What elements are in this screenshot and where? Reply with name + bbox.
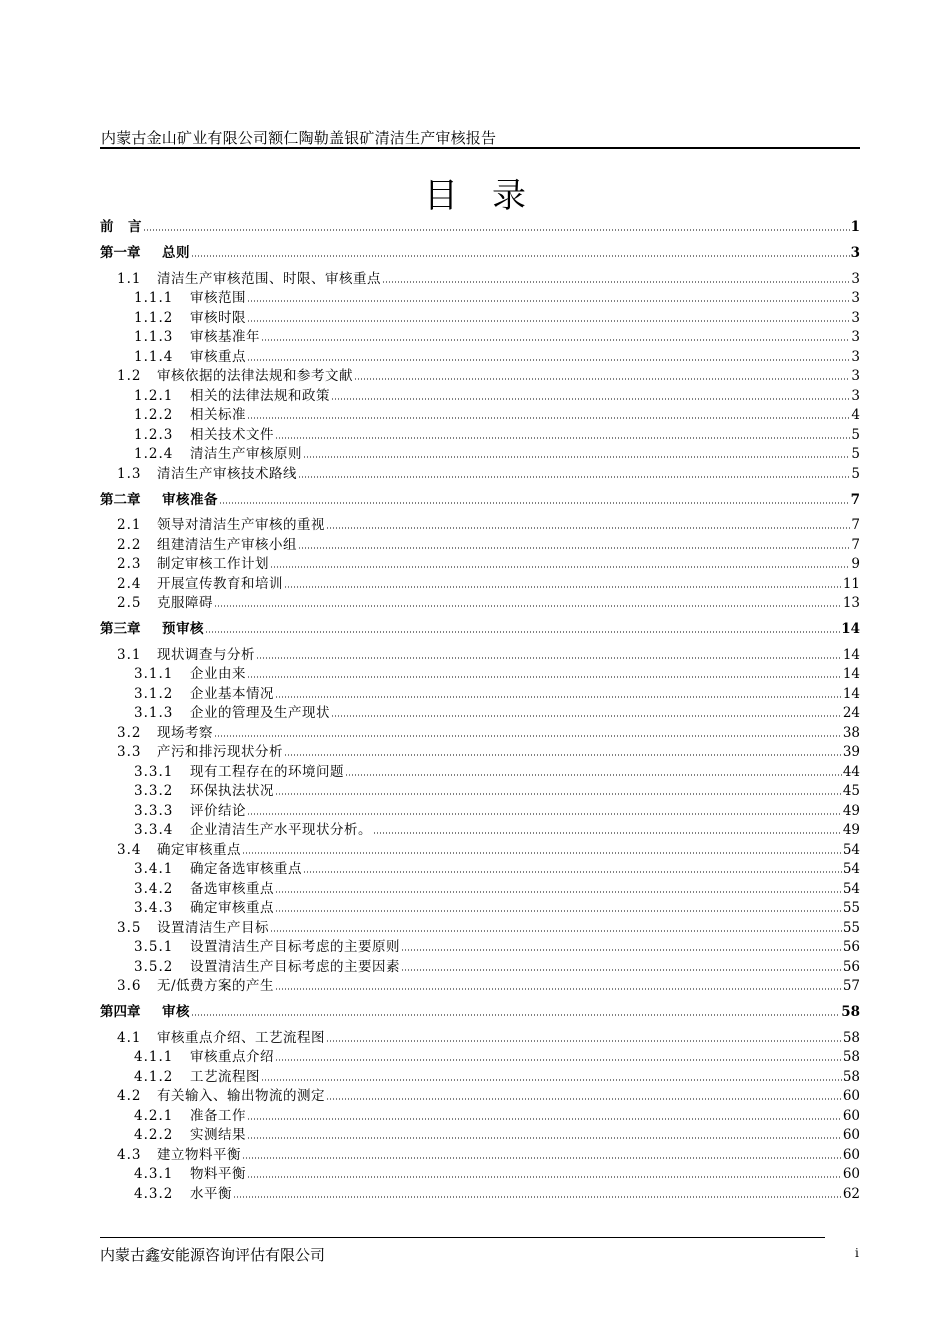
- toc-entry-number: 2.1: [117, 517, 142, 533]
- toc-entry-label: 相关技术文件: [190, 426, 274, 443]
- toc-entry-page-number: 14: [842, 685, 860, 702]
- toc-entry-page-number: 60: [842, 1127, 860, 1143]
- toc-entry-label: 审核基准年: [190, 329, 260, 345]
- table-of-contents: [100, 215, 860, 1202]
- toc-entry-number: 3.4.3: [134, 900, 174, 916]
- toc-entry-label: 确定审核重点: [190, 900, 274, 916]
- dot-leader: [205, 630, 840, 634]
- toc-entry[interactable]: [100, 663, 860, 683]
- dot-leader: [242, 1156, 842, 1160]
- toc-entry[interactable]: [100, 916, 860, 936]
- toc-entry-page-number: 49: [842, 822, 860, 838]
- toc-entry-page-number: 58: [842, 1068, 860, 1085]
- toc-entry-number: 4.1: [117, 1029, 142, 1046]
- toc-entry-label: 预审核: [162, 621, 204, 637]
- header-divider: [100, 147, 860, 149]
- toc-entry-number: 3.5.1: [134, 939, 174, 955]
- dot-leader: [247, 416, 850, 420]
- toc-entry-number: 1.3: [117, 465, 142, 482]
- toc-entry-page-number: 45: [842, 783, 860, 799]
- toc-entry-label: 审核准备: [162, 491, 218, 508]
- toc-entry-page-number: 5: [851, 446, 860, 462]
- toc-entry-page-number: 57: [842, 978, 860, 994]
- toc-entry-label: 工艺流程图: [190, 1068, 260, 1085]
- toc-entry-label: 企业清洁生产水平现状分析。: [190, 822, 372, 838]
- toc-entry-page-number: 3: [851, 329, 860, 345]
- toc-chapter-entry[interactable]: [100, 488, 860, 508]
- toc-entry-page-number: 1: [850, 219, 860, 235]
- dot-leader: [214, 734, 842, 738]
- dot-leader: [275, 436, 850, 440]
- toc-chapter-entry[interactable]: [100, 617, 860, 637]
- toc-entry-number: 3.1.1: [134, 666, 174, 682]
- toc-entry[interactable]: [100, 858, 860, 878]
- toc-entry-label: 现有工程存在的环境问题: [190, 763, 344, 780]
- toc-entry[interactable]: [100, 877, 860, 897]
- running-header: 内蒙古金山矿业有限公司额仁陶勒盖银矿清洁生产审核报告: [101, 129, 497, 147]
- toc-entry[interactable]: [100, 592, 860, 612]
- dot-leader: [219, 501, 850, 505]
- toc-entry-label: 有关输入、输出物流的测定: [157, 1088, 325, 1104]
- footer-company: 内蒙古鑫安能源咨询评估有限公司: [100, 1246, 326, 1264]
- toc-entry[interactable]: [100, 955, 860, 975]
- toc-entry-label: 设置清洁生产目标考虑的主要因素: [190, 958, 400, 975]
- toc-entry-number: 3.1.2: [134, 685, 174, 702]
- dot-leader: [275, 1058, 842, 1062]
- toc-entry[interactable]: [100, 760, 860, 780]
- dot-leader: [373, 831, 842, 835]
- toc-entry[interactable]: [100, 533, 860, 553]
- toc-entry-number: 3.1: [117, 646, 142, 663]
- toc-entry-label: 清洁生产审核范围、时限、审核重点: [157, 270, 381, 287]
- toc-entry-number: 2.3: [117, 556, 142, 572]
- dot-leader: [326, 1039, 842, 1043]
- dot-leader: [261, 338, 850, 342]
- dot-leader: [256, 656, 842, 660]
- toc-entry-number: 2.5: [117, 595, 142, 611]
- toc-entry[interactable]: [100, 462, 860, 482]
- toc-entry-page-number: 5: [851, 426, 860, 443]
- toc-entry-label: 克服障碍: [157, 595, 213, 611]
- dot-leader: [214, 604, 842, 608]
- toc-entry-label: 组建清洁生产审核小组: [157, 536, 297, 553]
- toc-entry-page-number: 58: [841, 1004, 860, 1020]
- toc-entry-number: 3.3.4: [134, 822, 174, 838]
- toc-entry[interactable]: [100, 1182, 860, 1202]
- toc-entry[interactable]: [100, 721, 860, 741]
- toc-entry-number: 3.1.3: [134, 705, 174, 721]
- toc-entry[interactable]: [100, 345, 860, 365]
- toc-entry-label: 清洁生产审核技术路线: [157, 465, 297, 482]
- dot-leader: [233, 1195, 842, 1199]
- toc-entry[interactable]: [100, 306, 860, 326]
- toc-entry-number: 3.6: [117, 978, 142, 994]
- toc-entry[interactable]: [100, 553, 860, 573]
- toc-entry-page-number: 38: [842, 724, 860, 741]
- toc-entry-label: 设置清洁生产目标考虑的主要原则: [190, 939, 400, 955]
- toc-entry-page-number: 56: [842, 939, 860, 955]
- toc-entry[interactable]: [100, 1104, 860, 1124]
- toc-entry-page-number: 55: [842, 919, 860, 936]
- toc-entry[interactable]: [100, 838, 860, 858]
- toc-entry[interactable]: [100, 897, 860, 917]
- dot-leader: [261, 1078, 842, 1082]
- toc-entry-label: 无/低费方案的产生: [157, 978, 275, 994]
- toc-entry[interactable]: [100, 443, 860, 463]
- toc-entry-page-number: 54: [842, 841, 860, 858]
- toc-entry-label: 确定备选审核重点: [190, 861, 302, 877]
- toc-entry-label: 制定审核工作计划: [157, 556, 269, 572]
- toc-chapter-entry[interactable]: [100, 215, 860, 235]
- toc-entry-page-number: 11: [842, 575, 860, 592]
- dot-leader: [247, 319, 850, 323]
- toc-entry-label: 清洁生产审核原则: [190, 446, 302, 462]
- dot-leader: [275, 909, 842, 913]
- dot-leader: [345, 773, 842, 777]
- page-title: 目录: [424, 176, 560, 216]
- toc-entry-label: 审核范围: [190, 290, 246, 306]
- toc-entry-label: 审核时限: [190, 309, 246, 326]
- dot-leader: [326, 526, 850, 530]
- toc-entry-number: 1.2.1: [134, 387, 174, 404]
- dot-leader: [247, 675, 842, 679]
- toc-entry-page-number: 14: [842, 666, 860, 682]
- toc-entry-label: 前 言: [100, 219, 142, 235]
- toc-entry[interactable]: [100, 702, 860, 722]
- toc-entry[interactable]: [100, 799, 860, 819]
- toc-entry-page-number: 3: [851, 387, 860, 404]
- toc-entry-number: 3.3.1: [134, 763, 174, 780]
- toc-entry[interactable]: [100, 741, 860, 761]
- toc-entry-number: 4.3.2: [134, 1185, 174, 1202]
- toc-entry-number: 4.3.1: [134, 1166, 174, 1182]
- toc-entry-number: 第三章: [100, 621, 141, 637]
- toc-entry[interactable]: [100, 404, 860, 424]
- toc-entry-label: 建立物料平衡: [157, 1146, 241, 1163]
- toc-entry[interactable]: [100, 936, 860, 956]
- toc-entry-page-number: 49: [842, 802, 860, 819]
- toc-entry[interactable]: [100, 326, 860, 346]
- toc-entry-page-number: 4: [851, 407, 860, 423]
- toc-entry-label: 企业的管理及生产现状: [190, 705, 330, 721]
- toc-entry[interactable]: [100, 1065, 860, 1085]
- toc-entry-number: 4.3: [117, 1146, 142, 1163]
- toc-entry[interactable]: [100, 384, 860, 404]
- toc-entry-number: 1.1.1: [134, 290, 174, 306]
- dot-leader: [331, 714, 842, 718]
- dot-leader: [354, 377, 850, 381]
- dot-leader: [331, 397, 850, 401]
- toc-entry-number: 3.3: [117, 744, 142, 760]
- toc-entry-number: 2.2: [117, 536, 142, 553]
- toc-entry-label: 备选审核重点: [190, 880, 274, 897]
- dot-leader: [298, 546, 850, 550]
- toc-entry[interactable]: [100, 423, 860, 443]
- toc-entry-number: 第二章: [100, 491, 141, 508]
- toc-entry[interactable]: [100, 819, 860, 839]
- dot-leader: [270, 565, 850, 569]
- dot-leader: [275, 987, 842, 991]
- toc-entry-number: 3.4.1: [134, 861, 174, 877]
- toc-entry-number: 1.1.3: [134, 329, 174, 345]
- toc-entry-label: 开展宣传教育和培训: [157, 575, 283, 592]
- dot-leader: [242, 851, 842, 855]
- toc-entry-number: 4.2: [117, 1088, 142, 1104]
- toc-entry-page-number: 58: [842, 1029, 860, 1046]
- toc-entry-page-number: 39: [842, 744, 860, 760]
- toc-entry-number: 1.1.2: [134, 309, 174, 326]
- toc-entry-number: 4.2.2: [134, 1127, 174, 1143]
- toc-entry[interactable]: [100, 1046, 860, 1066]
- toc-entry-page-number: 14: [842, 646, 860, 663]
- toc-entry-number: 第一章: [100, 245, 141, 261]
- toc-entry-page-number: 3: [851, 368, 860, 384]
- toc-entry-page-number: 14: [841, 621, 860, 637]
- dot-leader: [303, 455, 850, 459]
- toc-entry-label: 现场考察: [157, 724, 213, 741]
- toc-entry[interactable]: [100, 1124, 860, 1144]
- toc-entry-number: 4.2.1: [134, 1107, 174, 1124]
- toc-chapter-entry[interactable]: [100, 241, 860, 261]
- toc-entry-number: 1.2.4: [134, 446, 174, 462]
- dot-leader: [298, 475, 850, 479]
- dot-leader: [247, 1136, 842, 1140]
- toc-entry-number: 3.5: [117, 919, 142, 936]
- toc-entry-label: 领导对清洁生产审核的重视: [157, 517, 325, 533]
- toc-entry-label: 产污和排污现状分析: [157, 744, 283, 760]
- toc-entry-label: 实测结果: [190, 1127, 246, 1143]
- dot-leader: [303, 870, 842, 874]
- toc-entry-label: 总则: [162, 245, 190, 261]
- toc-entry-number: 3.2: [117, 724, 142, 741]
- toc-entry-label: 企业基本情况: [190, 685, 274, 702]
- toc-entry[interactable]: [100, 682, 860, 702]
- toc-entry-page-number: 3: [851, 309, 860, 326]
- dot-leader: [284, 753, 842, 757]
- toc-entry-page-number: 7: [851, 536, 860, 553]
- toc-entry[interactable]: [100, 1085, 860, 1105]
- toc-entry[interactable]: [100, 1026, 860, 1046]
- toc-entry-number: 1.1: [117, 270, 142, 287]
- toc-entry-label: 确定审核重点: [157, 841, 241, 858]
- toc-entry-label: 物料平衡: [190, 1166, 246, 1182]
- toc-entry-label: 审核重点介绍、工艺流程图: [157, 1029, 325, 1046]
- dot-leader: [326, 1097, 842, 1101]
- dot-leader: [247, 358, 850, 362]
- toc-entry-page-number: 60: [842, 1088, 860, 1104]
- toc-entry-label: 现状调查与分析: [157, 646, 255, 663]
- toc-entry-label: 相关标准: [190, 407, 246, 423]
- toc-entry-label: 审核依据的法律法规和参考文献: [157, 368, 353, 384]
- toc-entry[interactable]: [100, 1143, 860, 1163]
- toc-entry[interactable]: [100, 780, 860, 800]
- toc-entry-page-number: 3: [851, 348, 860, 365]
- toc-entry-label: 准备工作: [190, 1107, 246, 1124]
- toc-entry-page-number: 5: [851, 465, 860, 482]
- toc-entry[interactable]: [100, 975, 860, 995]
- dot-leader: [191, 1013, 840, 1017]
- toc-entry-number: 3.4.2: [134, 880, 174, 897]
- toc-entry-number: 1.2.3: [134, 426, 174, 443]
- dot-leader: [247, 299, 850, 303]
- toc-entry-number: 3.3.2: [134, 783, 174, 799]
- dot-leader: [191, 254, 850, 258]
- dot-leader: [270, 929, 842, 933]
- toc-entry[interactable]: [100, 267, 860, 287]
- toc-entry-page-number: 3: [851, 270, 860, 287]
- dot-leader: [143, 228, 850, 232]
- toc-entry-number: 3.4: [117, 841, 142, 858]
- toc-entry[interactable]: [100, 572, 860, 592]
- toc-entry-number: 第四章: [100, 1004, 141, 1020]
- dot-leader: [247, 1117, 842, 1121]
- toc-entry-page-number: 60: [842, 1166, 860, 1182]
- toc-entry-number: 2.4: [117, 575, 142, 592]
- toc-entry[interactable]: [100, 1163, 860, 1183]
- toc-entry-label: 相关的法律法规和政策: [190, 387, 330, 404]
- toc-entry-label: 水平衡: [190, 1185, 232, 1202]
- toc-entry-number: 3.3.3: [134, 802, 174, 819]
- toc-entry-number: 4.1.1: [134, 1049, 174, 1065]
- toc-entry-page-number: 3: [850, 245, 860, 261]
- toc-entry-label: 审核重点: [190, 348, 246, 365]
- toc-entry-page-number: 44: [842, 763, 860, 780]
- dot-leader: [284, 585, 842, 589]
- toc-entry-page-number: 60: [842, 1107, 860, 1124]
- toc-entry-page-number: 7: [850, 491, 860, 508]
- toc-entry-label: 评价结论: [190, 802, 246, 819]
- footer-divider: [100, 1237, 825, 1238]
- toc-entry-page-number: 24: [842, 705, 860, 721]
- toc-entry-label: 设置清洁生产目标: [157, 919, 269, 936]
- dot-leader: [382, 280, 850, 284]
- dot-leader: [247, 812, 842, 816]
- toc-entry-page-number: 55: [842, 900, 860, 916]
- toc-entry-number: 4.1.2: [134, 1068, 174, 1085]
- dot-leader: [401, 968, 842, 972]
- toc-entry[interactable]: [100, 287, 860, 307]
- dot-leader: [275, 890, 842, 894]
- toc-entry-number: 1.2: [117, 368, 142, 384]
- toc-entry-page-number: 56: [842, 958, 860, 975]
- toc-entry-number: 1.2.2: [134, 407, 174, 423]
- toc-entry-page-number: 13: [842, 595, 860, 611]
- toc-entry-page-number: 58: [842, 1049, 860, 1065]
- toc-entry-page-number: 62: [842, 1185, 860, 1202]
- toc-entry-label: 审核重点介绍: [190, 1049, 274, 1065]
- toc-entry-label: 审核: [162, 1004, 190, 1020]
- dot-leader: [401, 948, 842, 952]
- dot-leader: [275, 695, 842, 699]
- toc-entry-label: 环保执法状况: [190, 783, 274, 799]
- toc-entry-page-number: 54: [842, 880, 860, 897]
- toc-entry[interactable]: [100, 514, 860, 534]
- toc-entry-label: 企业由来: [190, 666, 246, 682]
- toc-entry-page-number: 60: [842, 1146, 860, 1163]
- toc-entry-page-number: 9: [851, 556, 860, 572]
- toc-entry-page-number: 3: [851, 290, 860, 306]
- toc-entry-page-number: 54: [842, 861, 860, 877]
- dot-leader: [247, 1175, 842, 1179]
- toc-entry[interactable]: [100, 643, 860, 663]
- toc-entry-number: 1.1.4: [134, 348, 174, 365]
- dot-leader: [275, 792, 842, 796]
- toc-entry-number: 3.5.2: [134, 958, 174, 975]
- toc-entry[interactable]: [100, 365, 860, 385]
- toc-chapter-entry[interactable]: [100, 1000, 860, 1020]
- toc-entry-page-number: 7: [851, 517, 860, 533]
- footer-page-number: i: [855, 1246, 859, 1260]
